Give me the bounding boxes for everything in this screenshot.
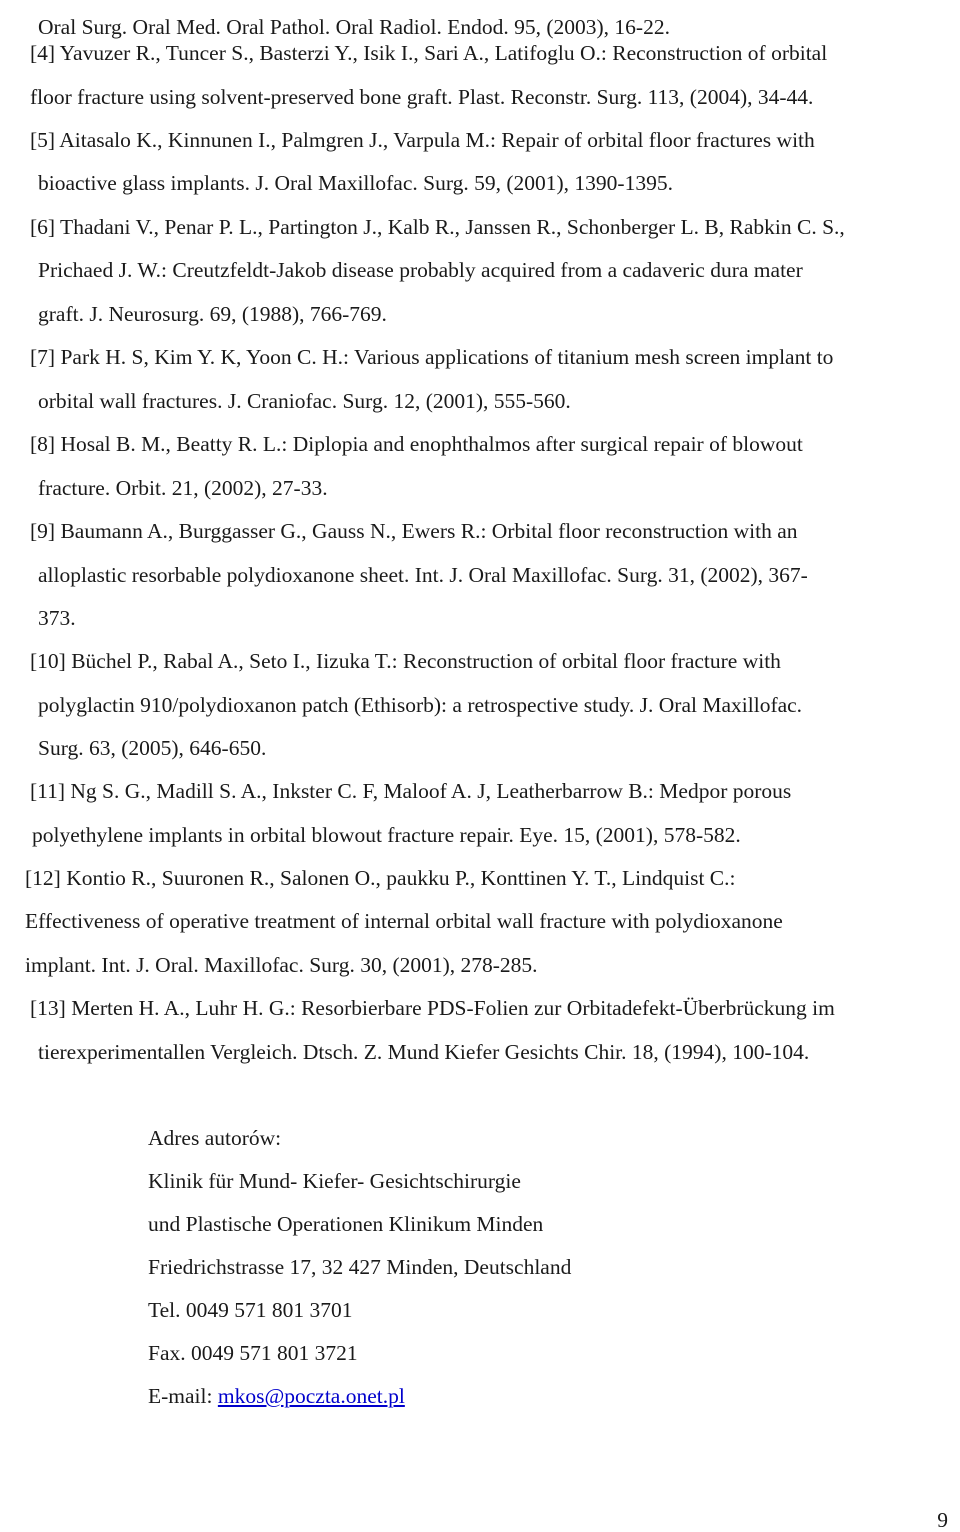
reference-line: polyethylene implants in orbital blowout fracture repair. Eye. 15, (2001), 578-582. <box>32 823 741 847</box>
reference-line: [12] Kontio R., Suuronen R., Salonen O., paukku P., Konttinen Y. T., Lindquist C.: <box>25 866 736 890</box>
address-heading: Adres autorów: <box>148 1126 282 1150</box>
reference-line: floor fracture using solvent-preserved bone graft. Plast. Reconstr. Surg. 113, (2004), 34-44. <box>30 85 814 109</box>
reference-line: [7] Park H. S, Kim Y. K, Yoon C. H.: Various applications of titanium mesh screen implant to <box>30 345 834 369</box>
reference-line: Oral Surg. Oral Med. Oral Pathol. Oral Radiol. Endod. 95, (2003), 16-22. <box>38 15 670 39</box>
email-label: E-mail: <box>148 1384 218 1408</box>
reference-line: [6] Thadani V., Penar P. L., Partington J., Kalb R., Janssen R., Schonberger L. B, Rabkin C. S., <box>30 215 845 239</box>
reference-line: Surg. 63, (2005), 646-650. <box>38 736 267 760</box>
reference-line: tierexperimentallen Vergleich. Dtsch. Z. Mund Kiefer Gesichts Chir. 18, (1994), 100-104. <box>38 1040 810 1064</box>
reference-line: bioactive glass implants. J. Oral Maxillofac. Surg. 59, (2001), 1390-1395. <box>38 171 673 195</box>
reference-line: [11] Ng S. G., Madill S. A., Inkster C. F, Maloof A. J, Leatherbarrow B.: Medpor porous <box>30 779 792 803</box>
address-telephone: Tel. 0049 571 801 3701 <box>148 1298 353 1322</box>
reference-line: implant. Int. J. Oral. Maxillofac. Surg. 30, (2001), 278-285. <box>25 953 538 977</box>
reference-line: [13] Merten H. A., Luhr H. G.: Resorbierbare PDS-Folien zur Orbitadefekt-Überbrückung im <box>30 996 835 1020</box>
address-email-line <box>148 1383 405 1409</box>
reference-line: polyglactin 910/polydioxanon patch (Ethisorb): a retrospective study. J. Oral Maxillofac. <box>38 693 803 717</box>
reference-line: orbital wall fractures. J. Craniofac. Surg. 12, (2001), 555-560. <box>38 389 571 413</box>
reference-line: [5] Aitasalo K., Kinnunen I., Palmgren J., Varpula M.: Repair of orbital floor fractures with <box>30 128 815 152</box>
reference-line: fracture. Orbit. 21, (2002), 27-33. <box>38 476 328 500</box>
address-clinic: Klinik für Mund- Kiefer- Gesichtschirurgie <box>148 1169 521 1193</box>
email-link[interactable]: mkos@poczta.onet.pl <box>217 1384 405 1408</box>
address-fax: Fax. 0049 571 801 3721 <box>148 1341 358 1365</box>
address-street: Friedrichstrasse 17, 32 427 Minden, Deutschland <box>148 1255 572 1279</box>
address-hospital: und Plastische Operationen Klinikum Minden <box>148 1212 544 1236</box>
reference-line: [10] Büchel P., Rabal A., Seto I., Iizuka T.: Reconstruction of orbital floor fracture with <box>30 649 781 673</box>
reference-line: [4] Yavuzer R., Tuncer S., Basterzi Y., Isik I., Sari A., Latifoglu O.: Reconstruction of orbital <box>30 41 828 65</box>
reference-line: 373. <box>38 606 76 630</box>
reference-line: [9] Baumann A., Burggasser G., Gauss N., Ewers R.: Orbital floor reconstruction with an <box>30 519 798 543</box>
reference-line: alloplastic resorbable polydioxanone sheet. Int. J. Oral Maxillofac. Surg. 31, (2002), 367- <box>38 563 808 587</box>
reference-line: [8] Hosal B. M., Beatty R. L.: Diplopia and enophthalmos after surgical repair of blowout <box>30 432 803 456</box>
reference-line: graft. J. Neurosurg. 69, (1988), 766-769. <box>38 302 387 326</box>
reference-line: Prichaed J. W.: Creutzfeldt-Jakob disease probably acquired from a cadaveric dura mater <box>38 258 803 282</box>
page-number: 9 <box>937 1508 948 1532</box>
reference-line: Effectiveness of operative treatment of internal orbital wall fracture with polydioxanone <box>25 909 783 933</box>
